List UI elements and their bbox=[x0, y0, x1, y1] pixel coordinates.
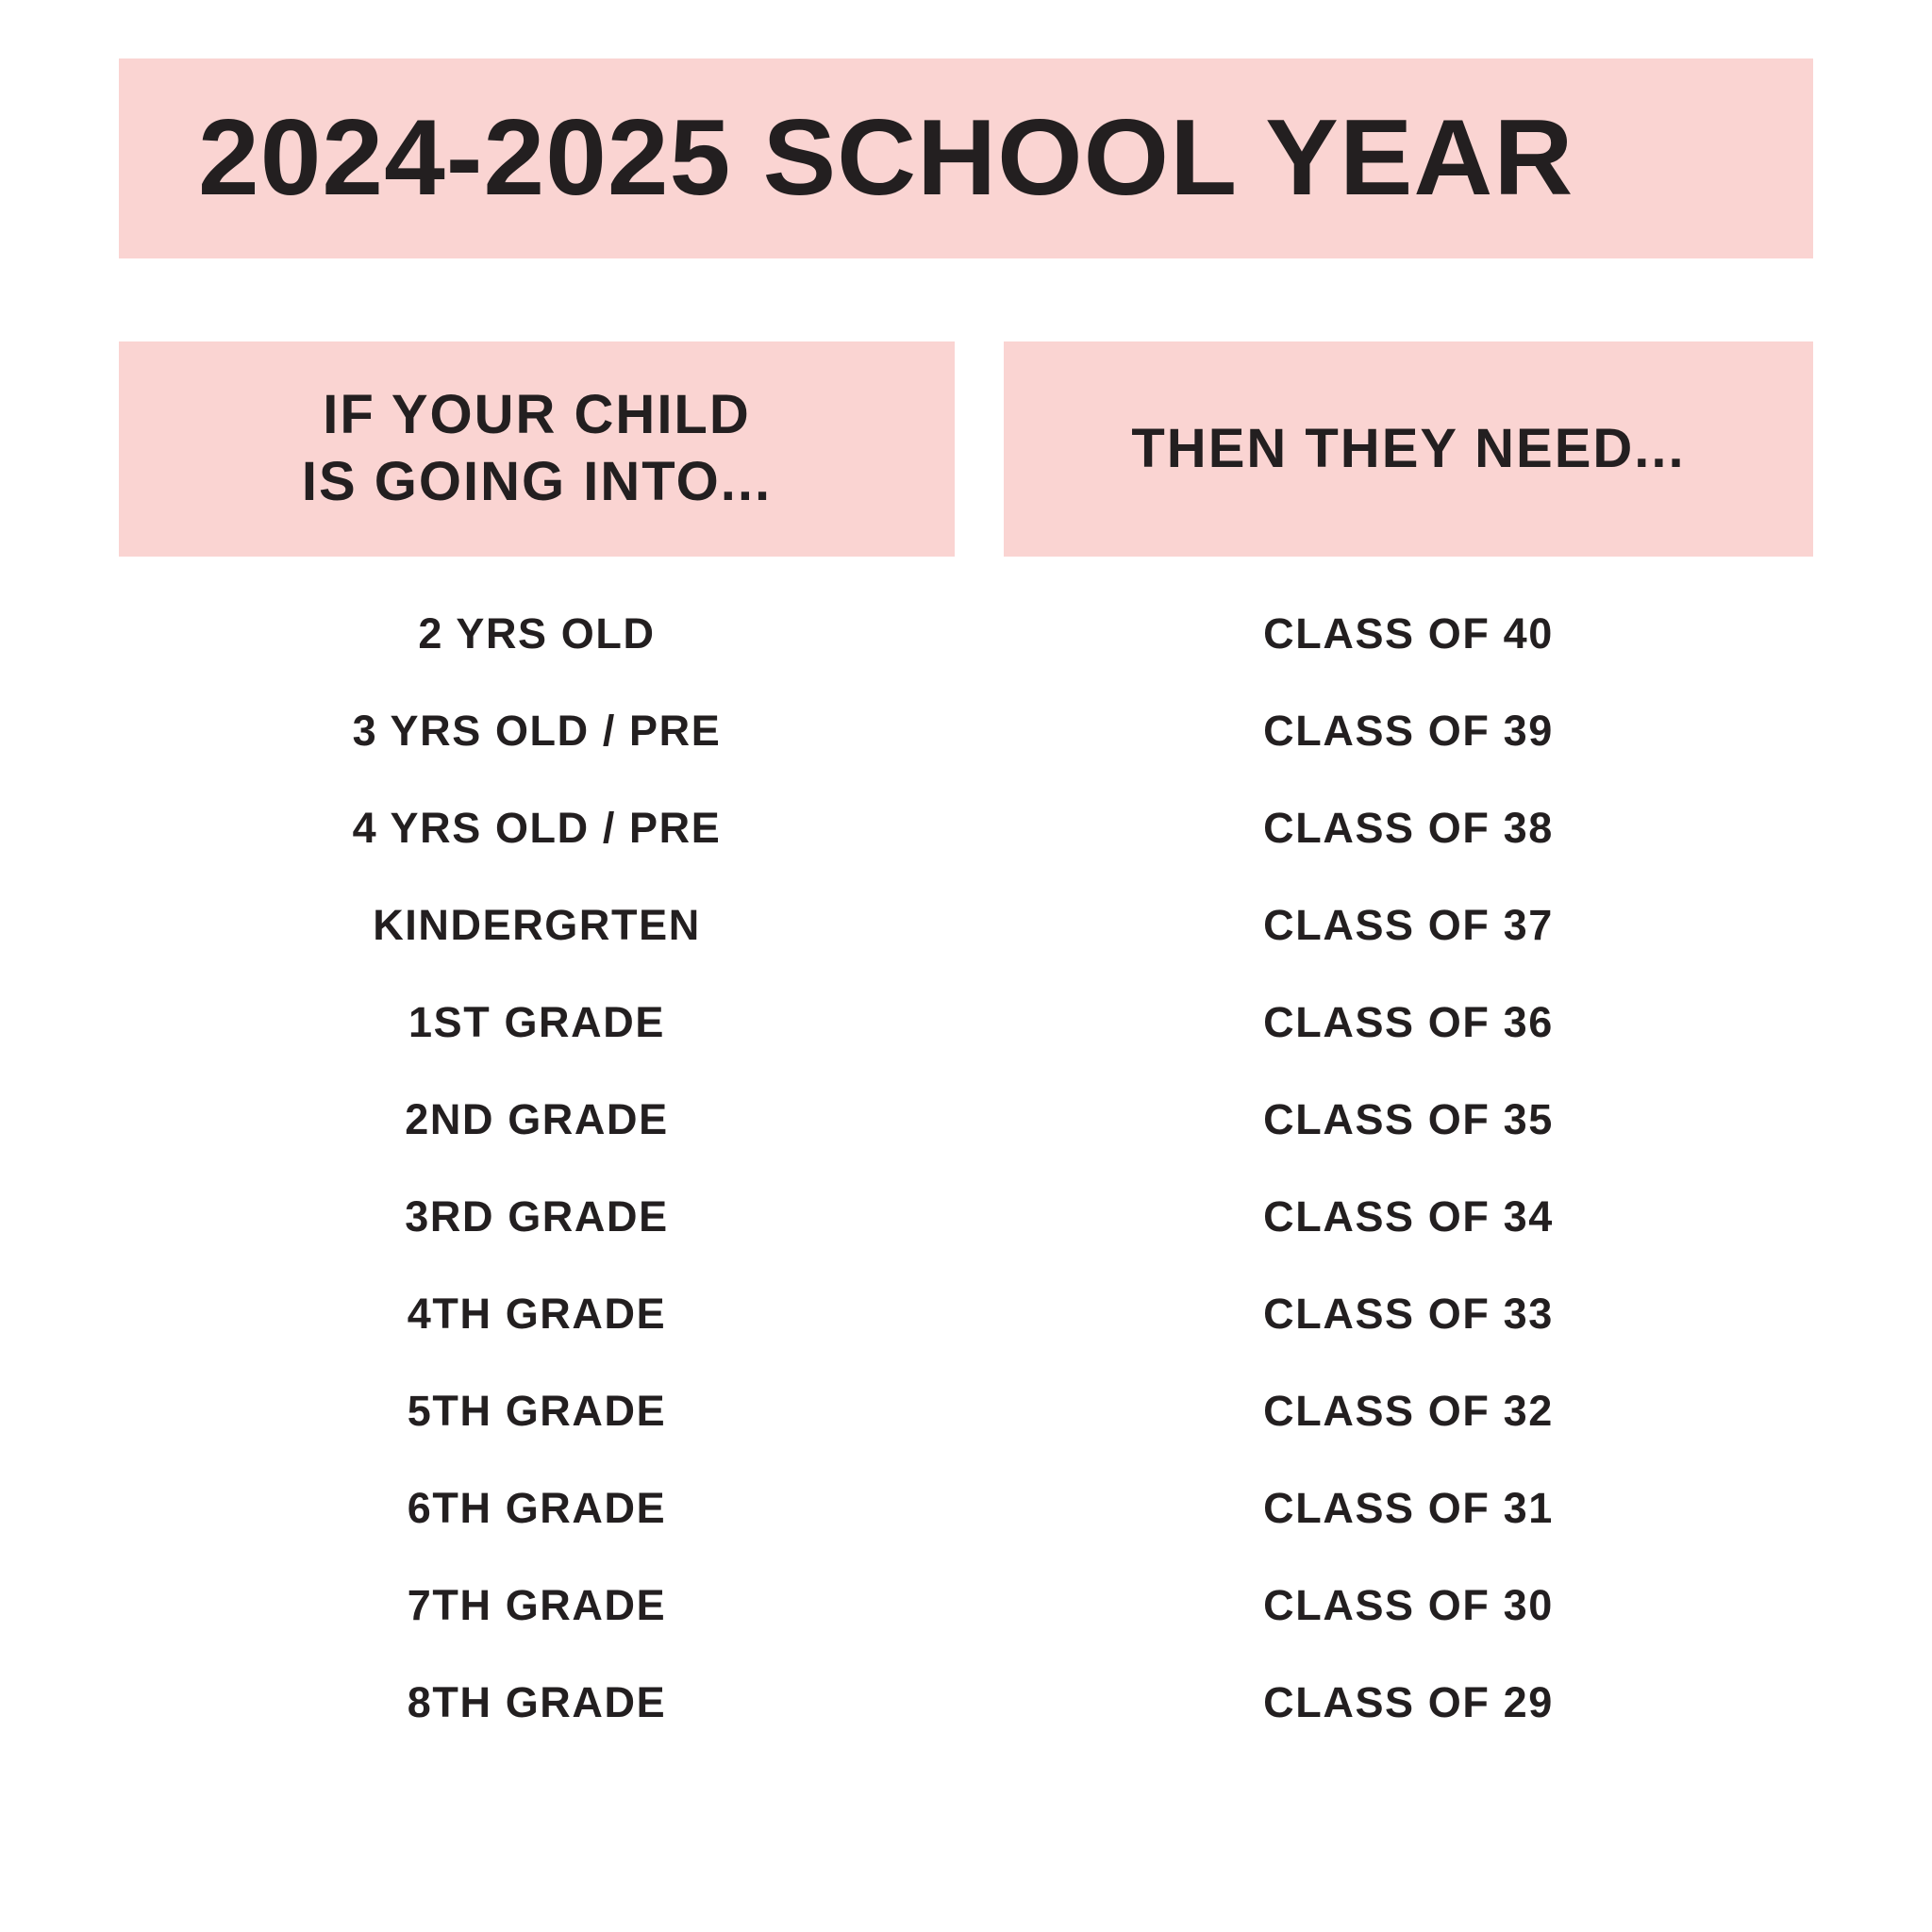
grade-cell: 7TH GRADE bbox=[407, 1580, 667, 1629]
class-cell: CLASS OF 38 bbox=[1263, 803, 1554, 852]
column-header-right-text: THEN THEY NEED... bbox=[1131, 417, 1686, 479]
class-cell: CLASS OF 37 bbox=[1263, 900, 1554, 949]
class-cell: CLASS OF 33 bbox=[1263, 1289, 1554, 1338]
class-cell: CLASS OF 36 bbox=[1263, 997, 1554, 1046]
chart-rows bbox=[119, 585, 1813, 1751]
table-row bbox=[119, 1071, 1813, 1168]
column-headers bbox=[119, 341, 1813, 557]
grade-cell: 6TH GRADE bbox=[407, 1483, 667, 1532]
table-row bbox=[119, 779, 1813, 876]
table-row bbox=[119, 876, 1813, 974]
grade-cell: 8TH GRADE bbox=[407, 1677, 667, 1726]
grade-cell: 2 YRS OLD bbox=[418, 608, 656, 658]
class-cell: CLASS OF 32 bbox=[1263, 1386, 1554, 1435]
grade-cell: 2ND GRADE bbox=[405, 1094, 669, 1143]
class-cell: CLASS OF 40 bbox=[1263, 608, 1554, 658]
class-cell: CLASS OF 35 bbox=[1263, 1094, 1554, 1143]
column-header-left-line2: IS GOING INTO... bbox=[301, 451, 773, 512]
page-title: 2024-2025 SCHOOL YEAR bbox=[198, 98, 1574, 218]
grade-cell: 3RD GRADE bbox=[405, 1191, 669, 1241]
table-row bbox=[119, 682, 1813, 779]
table-row bbox=[119, 1362, 1813, 1459]
table-row bbox=[119, 974, 1813, 1071]
table-row bbox=[119, 585, 1813, 682]
grade-cell: 4 YRS OLD / PRE bbox=[352, 803, 722, 852]
column-header-left-text bbox=[302, 382, 772, 516]
class-cell: CLASS OF 30 bbox=[1263, 1580, 1554, 1629]
column-header-right bbox=[1004, 341, 1813, 557]
grade-cell: 5TH GRADE bbox=[407, 1386, 667, 1435]
table-row bbox=[119, 1265, 1813, 1362]
table-row bbox=[119, 1459, 1813, 1557]
grade-cell: 1ST GRADE bbox=[408, 997, 665, 1046]
class-cell: CLASS OF 31 bbox=[1263, 1483, 1554, 1532]
column-header-left bbox=[119, 341, 955, 557]
grade-cell: KINDERGRTEN bbox=[373, 900, 701, 949]
table-row bbox=[119, 1168, 1813, 1265]
grade-cell: 4TH GRADE bbox=[407, 1289, 667, 1338]
table-row bbox=[119, 1557, 1813, 1654]
column-header-left-line1: IF YOUR CHILD bbox=[323, 384, 751, 446]
title-banner bbox=[119, 58, 1813, 258]
class-cell: CLASS OF 29 bbox=[1263, 1677, 1554, 1726]
table-row bbox=[119, 1654, 1813, 1751]
class-cell: CLASS OF 39 bbox=[1263, 706, 1554, 755]
class-cell: CLASS OF 34 bbox=[1263, 1191, 1554, 1241]
grade-cell: 3 YRS OLD / PRE bbox=[352, 706, 722, 755]
